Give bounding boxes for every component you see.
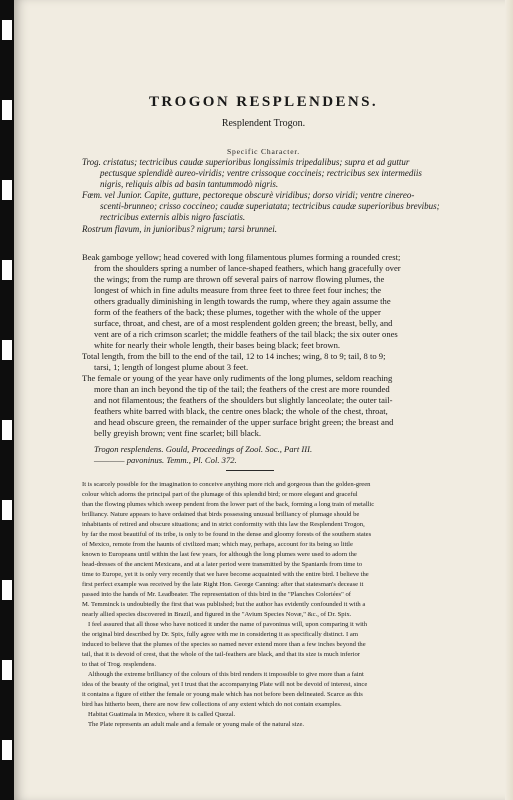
scale-tick bbox=[2, 740, 12, 760]
common-name: Resplendent Trogon. bbox=[221, 118, 306, 129]
body-line: idea of the beauty of the original, yet I trust that the accompanying Plate will not be devoid of interest, since bbox=[82, 681, 368, 688]
description-line: the wings; from the rump are thrown off several pairs of narrow flowing plumes, the bbox=[94, 274, 385, 284]
scale-tick bbox=[2, 100, 12, 120]
description-line: others gradually diminishing in length towards the rump, where they again assume the bbox=[94, 296, 391, 306]
body-line: to that of Trog. resplendens. bbox=[82, 661, 156, 668]
color-calibration-strip bbox=[0, 0, 14, 800]
body-line: known to Europeans until within the last few years, for although the long plumes were used to adorn the bbox=[82, 551, 357, 558]
description-line: surface, throat, and chest, are of a most resplendent golden green; the breast, belly, and bbox=[94, 318, 393, 328]
scale-tick bbox=[2, 420, 12, 440]
reference-line: Trogon resplendens. Gould, Proceedings of Zool. Soc., Part III. bbox=[94, 444, 313, 454]
scale-tick bbox=[2, 260, 12, 280]
latin-line: rectricibus externis albis nigro fasciatis. bbox=[100, 212, 246, 222]
description-line: belly greyish brown; vent fine scarlet; bill black. bbox=[94, 428, 262, 438]
description-line: form of the feathers of the back; these plumes, together with the whole of the upper bbox=[94, 307, 381, 317]
body-line: The Plate represents an adult male and a female or young male of the natural size. bbox=[88, 721, 305, 728]
latin-line: Trog. cristatus; tectricibus caudæ superioribus longissimis tripedalibus; supra et ad guttur bbox=[82, 157, 410, 167]
body-line: of Mexico, remote from the haunts of civilized man; which may, perhaps, account for its being so little bbox=[82, 541, 353, 548]
body-line: nearly allied species discovered in Brazil, and figured in the "Avium Species Novæ," &c., of Dr. Spix. bbox=[82, 611, 352, 618]
latin-line: pectusque splendidè aureo-viridis; ventre crissoque coccineis; rectricibus sex intermediis bbox=[100, 168, 422, 178]
body-line: passed into the hands of Mr. Leadbeater. The representation of this bird in the "Planches Coloriées" of bbox=[82, 591, 351, 598]
body-line: tail, that it is devoid of crest, that the whole of the tail-feathers are black, and that its size is much inferior bbox=[82, 651, 360, 658]
description-line: from the shoulders spring a number of lance-shaped feathers, which hang gracefully over bbox=[94, 263, 401, 273]
page-content bbox=[14, 0, 513, 800]
body-line: the original bird described by Dr. Spix, fully agree with me in considering it as specifically distinct. I am bbox=[82, 631, 358, 638]
description-line: and not filamentous; the feathers of the shoulders but slightly lanceolate; the outer tail- bbox=[94, 395, 393, 405]
description-line: white for nearly their whole length, their bases being black; feet brown. bbox=[94, 340, 341, 350]
description-line: and head obscure green, the remainder of the upper surface bright green; the breast and bbox=[94, 417, 394, 427]
scale-tick bbox=[2, 660, 12, 680]
latin-line: scenti-brunneo; crisso coccineo; caudæ superiatata; tectricibus caudæ superioribus brevibus; bbox=[100, 201, 440, 211]
scale-tick bbox=[2, 580, 12, 600]
book-page bbox=[14, 0, 513, 800]
scale-tick bbox=[2, 180, 12, 200]
body-line: It is scarcely possible for the imagination to conceive anything more rich and gorgeous than the golden-green bbox=[82, 481, 371, 488]
scale-tick bbox=[2, 500, 12, 520]
page-title: TROGON RESPLENDENS. bbox=[149, 94, 378, 110]
description-line: vent are of a rich crimson scarlet; the middle feathers of the tail black; the six outer ones bbox=[94, 329, 398, 339]
latin-line: Rostrum flavum, in junioribus? nigrum; tarsi brunnei. bbox=[82, 224, 278, 234]
body-line: brilliancy. Nature appears to have ordained that birds possessing unusual brilliancy of plumage should be bbox=[82, 511, 360, 518]
description-line: longest of which in fine adults measure from three feet to three feet four inches; the bbox=[94, 285, 382, 295]
body-line: induced to believe that the plumes of the species so named never extend more than a few inches beyond the bbox=[82, 641, 366, 648]
description-line: feathers white barred with black, the centre ones black; the whole of the chest, throat, bbox=[94, 406, 388, 416]
body-line: Although the extreme brilliancy of the colours of this bird renders it impossible to give more than a faint bbox=[88, 671, 364, 678]
description-line: Beak gamboge yellow; head covered with long filamentous plumes forming a rounded crest; bbox=[82, 252, 401, 262]
latin-line: nigris, reliquis albis ad basin tantummodò nigris. bbox=[100, 179, 279, 189]
body-line: time to Europe, yet it is only very recently that we have become acquainted with the entire bird. I believe the bbox=[82, 571, 369, 578]
reference-line: ———— pavoninus. Temm., Pl. Col. 372. bbox=[94, 455, 237, 465]
latin-line: Fœm. vel Junior. Capite, gutture, pectoreque obscurè viridibus; dorso viridi; ventre cinereo- bbox=[82, 190, 415, 200]
body-line: bird has hitherto been, there are now few collections of any extent which do not contain examples. bbox=[82, 701, 342, 708]
body-line: head-dresses of the ancient Mexicans, and at a later period were transmitted by the Spaniards from time to bbox=[82, 561, 363, 568]
description-line: tarsi, 1; length of longest plume about 3 feet. bbox=[94, 362, 249, 372]
body-line: than the flowing plumes which sweep pendent from the lower part of the back, forming a long train of metallic bbox=[82, 501, 375, 508]
specific-character-heading: Specific Character. bbox=[227, 147, 300, 156]
body-line: Habitat Guatimala in Mexico, where it is called Quezal. bbox=[88, 711, 236, 718]
description-line: Total length, from the bill to the end of the tail, 12 to 14 inches; wing, 8 to 9; tail, 8 to 9; bbox=[82, 351, 386, 361]
body-line: it contains a figure of either the female or young male which has not before been delineated. Scarce as this bbox=[82, 691, 363, 698]
body-line: inhabitants of retired and obscure situations; and in strict conformity with this law the Resplendent Trogon, bbox=[82, 521, 365, 528]
body-line: first perfect example was received by the late Right Hon. George Canning: after that statesman's decease it bbox=[82, 581, 364, 588]
body-line: M. Temminck is undoubtedly the first that was published; but the author has evidently confounded it with a bbox=[82, 601, 366, 608]
scale-tick bbox=[2, 340, 12, 360]
body-line: I feel assured that all those who have noticed it under the name of pavoninus will, upon comparing it with bbox=[88, 621, 368, 628]
body-line: colour which adorns the principal part of the plumage of this splendid bird; or more elegant and graceful bbox=[82, 491, 358, 498]
description-line: The female or young of the year have only rudiments of the long plumes, seldom reaching bbox=[82, 373, 393, 383]
body-line: by far the most beautiful of its tribe, is only to be found in the dense and gloomy forests of the southern states bbox=[82, 531, 372, 538]
scale-tick bbox=[2, 20, 12, 40]
description-line: more than an inch beyond the tip of the tail; the feathers of the crest are more rounded bbox=[94, 384, 390, 394]
section-divider bbox=[226, 470, 274, 471]
